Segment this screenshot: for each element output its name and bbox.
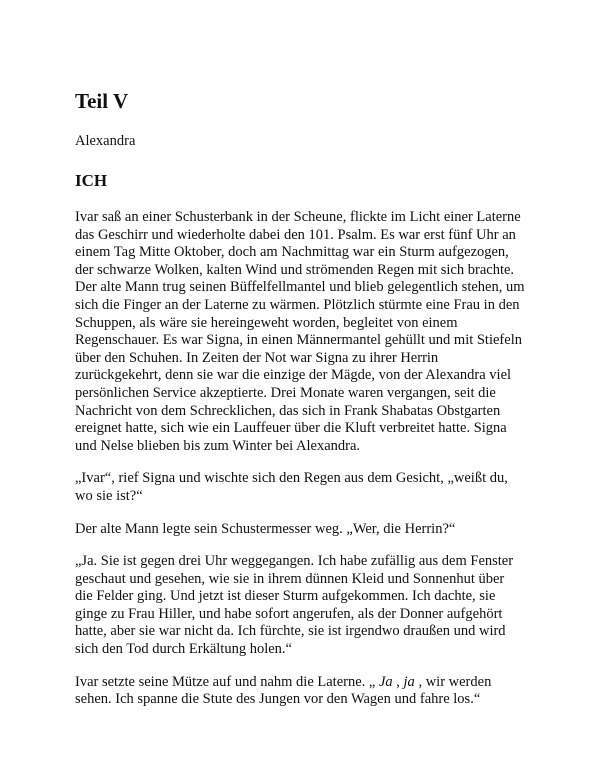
paragraph-5-emphasis-2: ja [403, 673, 415, 690]
paragraph-2: „Ivar“, rief Signa und wischte sich den Regen aus dem Gesicht, „weißt du, wo sie ist?“ [75, 470, 508, 504]
paragraph-5 [75, 674, 525, 709]
paragraph-5-separator: , [392, 673, 404, 690]
chapter-title: ICH [75, 171, 108, 190]
paragraph-1: Ivar saß an einer Schusterbank in der Scheune, flickte im Licht einer Laterne das Geschirr und wiederholte dabei den 101. Psalm. Es war erst fünf Uhr an einem Tag Mitte Oktober, doch am Nachmittag war ein Sturm aufgezogen, der schwarze Wolken, kalten Wind und strömenden Regen mit sich brachte. Der alte Mann trug seinen Büffelfellmantel und blieb gelegentlich stehen, um sich die Finger an der Laterne zu wärmen. Plötzlich stürmte eine Frau in den Schuppen, als wäre sie hereingeweht worden, begleitet von einem Regenschauer. Es war Signa, in einen Männermantel gehüllt und mit Stiefeln über den Schuhen. In Zeiten der Not war Signa zu ihrer Herrin zurückgekehrt, denn sie war die einzige der Mägde, von der Alexandra viel persönlichen Service akzeptierte. Drei Monate waren vergangen, seit die Nachricht von dem Schrecklichen, das sich in Frank Shabatas Obstgarten ereignet hatte, sich wie ein Lauffeuer über die Kluft verbreitet hatte. Signa und Nelse blieben bis zum Winter bei Alexandra. [75, 209, 525, 454]
document-page [75, 88, 525, 709]
paragraph-5-start: Ivar setzte seine Mütze auf und nahm die Laterne. „ [75, 673, 379, 690]
paragraph-3: Der alte Mann legte sein Schustermesser weg. „Wer, die Herrin?“ [75, 520, 456, 537]
paragraph-5-emphasis-1: Ja [378, 673, 393, 690]
subtitle: Alexandra [75, 133, 136, 149]
part-title: Teil V [75, 89, 129, 113]
paragraph-5-end: , wir werden sehen. Ich spanne die Stute des Jungen vor den Wagen und fahre los.“ [75, 673, 492, 708]
paragraph-4: „Ja. Sie ist gegen drei Uhr weggegangen. Ich habe zufällig aus dem Fenster geschaut und gesehen, wie sie in ihrem dünnen Kleid und Sonnenhut über die Felder ging. Und jetzt ist dieser Sturm aufgekommen. Ich dachte, sie ginge zu Frau Hiller, und habe sofort angerufen, als der Donner aufgehört hatte, aber sie war nicht da. Ich fürchte, sie ist irgendwo draußen und wird sich den Tod durch Erkältung holen.“ [75, 553, 514, 658]
